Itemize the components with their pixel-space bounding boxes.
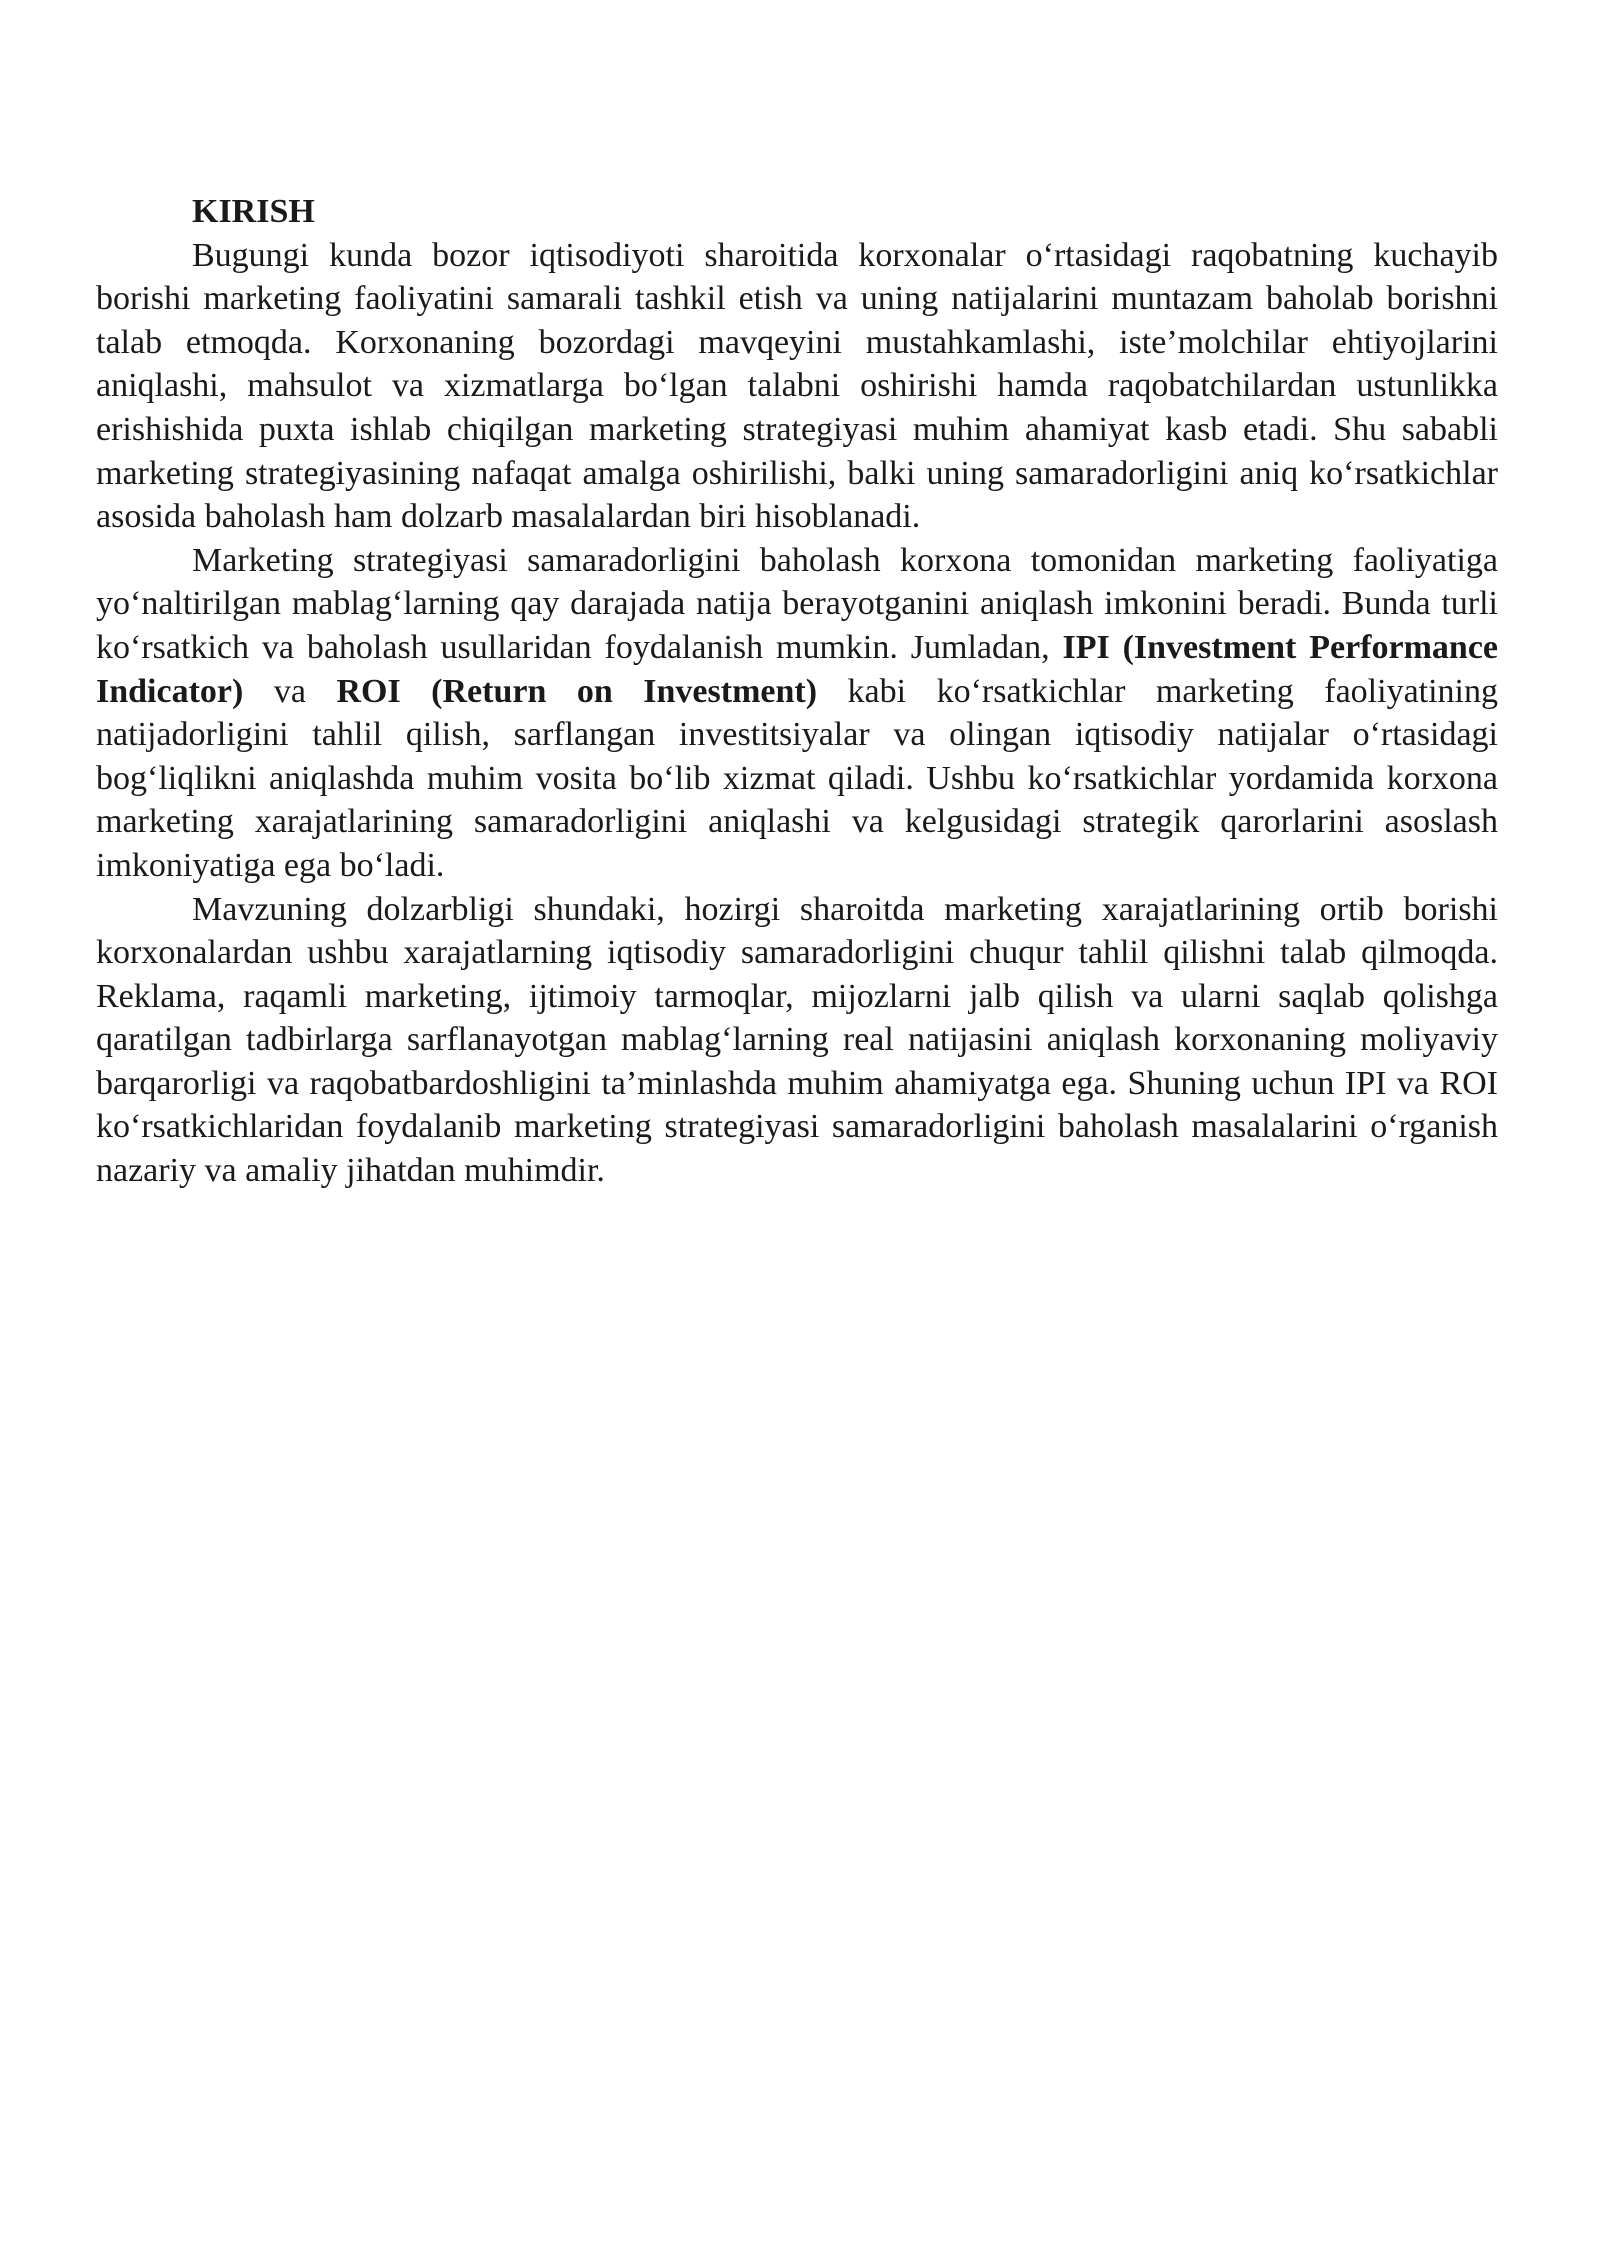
paragraph-3: Mavzuning dolzarbligi shundaki, hozirgi sharoitda marketing xarajatlarining ortib borishi korxonalardan ushbu xarajatlarning iqtisodiy samaradorligini chuqur tahlil qilishni talab qilmoqda. Reklama, raqamli marketing, ijtimoiy tarmoqlar, mijozlarni jalb qilish va ularni saqlab qolishga qaratilgan tadbirlarga sarflanayotgan mablag‘larning real natijasini aniqlash korxonaning moliyaviy barqarorligi va raqobatbardoshligini ta’minlashda muhim ahamiyatga ega. Shuning uchun IPI va ROI ko‘rsatkichlaridan foydalanib marketing strategiyasi samaradorligini baholash masalalarini o‘rganish nazariy va amaliy jihatdan muhimdir. [96, 890, 1498, 1190]
paragraph-1: Bugungi kunda bozor iqtisodiyoti sharoitida korxonalar o‘rtasidagi raqobatning kuchayib borishi marketing faoliyatini samarali tashkil etish va uning natijalarini muntazam baholab borishni talab etmoqda. Korxonaning bozordagi mavqeyini mustahkamlashi, iste’molchilar ehtiyojlarini aniqlashi, mahsulot va xizmatlarga bo‘lgan talabni oshirishi hamda raqobatchilardan ustunlikka erishishida puxta ishlab chiqilgan marketing strategiyasi muhim ahamiyat kasb etadi. Shu sababli marketing strategiyasining nafaqat amalga oshirilishi, balki uning samaradorligini aniq ko‘rsatkichlar asosida baholash ham dolzarb masalalardan biri hisoblanadi. [96, 236, 1498, 536]
paragraph-2-text-a: Marketing strategiyasi samaradorligini baholash korxona tomonidan marketing faoliyatiga yo‘naltirilgan mablag‘larning qay darajada natija berayotganini aniqlash imkonini beradi. Bunda turli ko‘rsatkich va baholash usullaridan foydalanish mumkin. Jumladan, [96, 541, 1498, 666]
section-heading: KIRISH [192, 193, 315, 230]
paragraph-2-text-b: va [243, 672, 337, 710]
ipi-term: IPI (Investment Performance Indicator) [96, 628, 1499, 710]
paragraph-2-text-c: kabi ko‘rsatkichlar marketing faoliyatining natijadorligini tahlil qilish, sarflangan investitsiyalar va olingan iqtisodiy natijalar o‘rtasidagi bog‘liqlikni aniqlashda muhim vosita bo‘lib xizmat qiladi. Ushbu ko‘rsatkichlar yordamida korxona marketing xarajatlarining samaradorligini aniqlashi va kelgusidagi strategik qarorlarini asoslash imkoniyatiga ega bo‘ladi. [96, 672, 1498, 884]
paragraph-2 [96, 539, 1498, 888]
document-page [96, 190, 1498, 1193]
roi-term: ROI (Return on Investment) [336, 672, 818, 710]
